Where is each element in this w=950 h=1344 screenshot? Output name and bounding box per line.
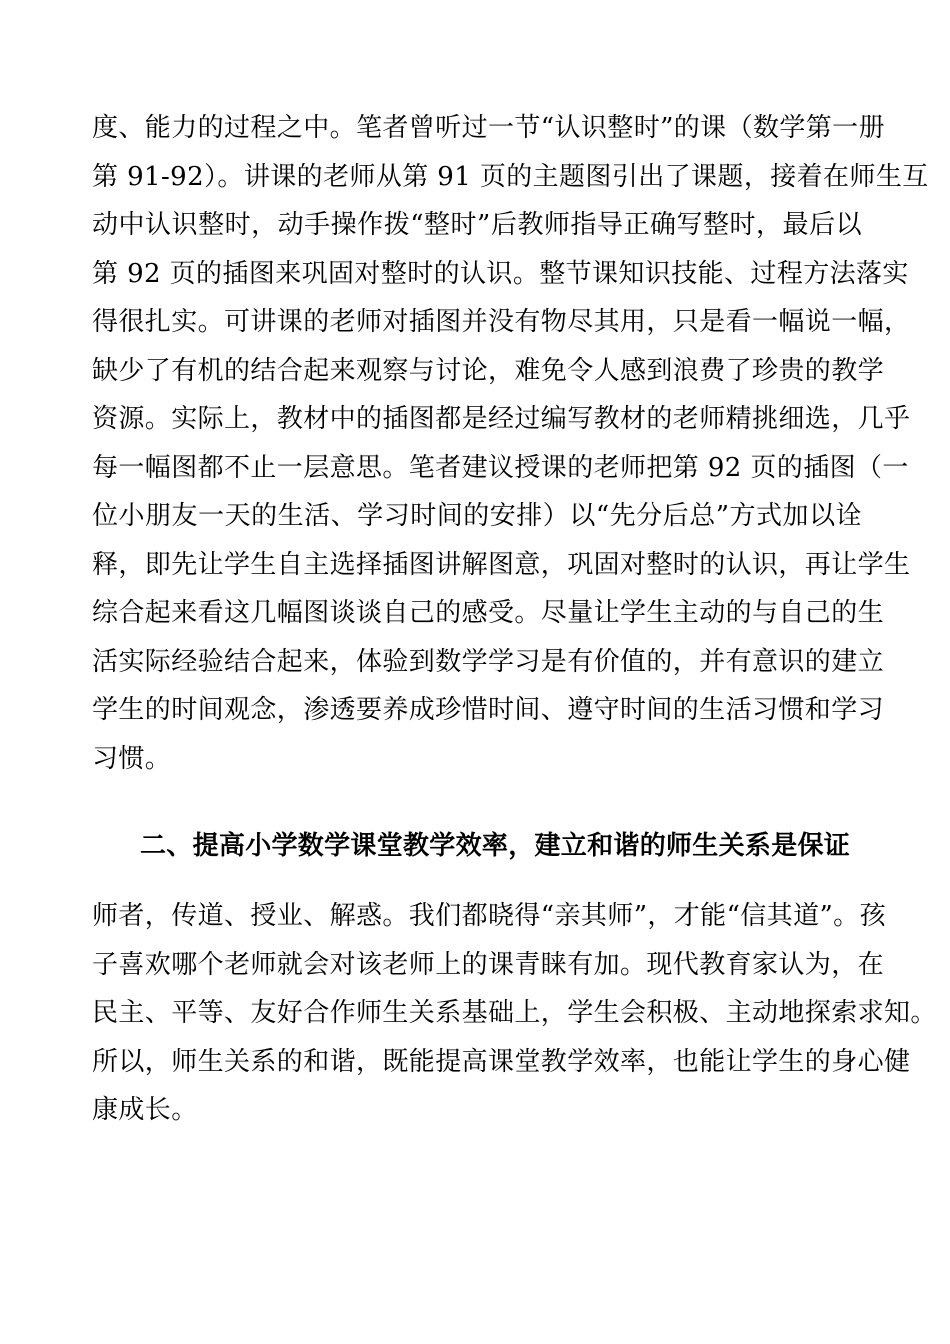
paragraph-line: 动中认识整时，动手操作拨“整时”后教师指导正确写整时，最后以 [92,210,862,240]
section-heading: 二、提高小学数学课堂教学效率，建立和谐的师生关系是保证 [140,831,851,861]
paragraph-line: 位小朋友一天的生活、学习时间的安排）以“先分后总”方式加以诠 [92,501,862,531]
paragraph-line: 师者，传道、授业、解惑。我们都晓得“亲其师”，才能“信其道”。孩 [92,901,886,931]
paragraph-line: 每一幅图都不止一层意思。笔者建议授课的老师把第 92 页的插图（一 [92,452,909,483]
paragraph-line: 活实际经验结合起来，体验到数学学习是有价值的，并有意识的建立 [92,646,885,677]
paragraph-line: 释，即先让学生自主选择插图讲解图意，巩固对整时的认识，再让学生 [92,549,911,580]
body-paragraph-1 [92,104,929,783]
paragraph-line: 资源。实际上，教材中的插图都是经过编写教材的老师精挑细选，几乎 [92,404,911,434]
paragraph-line: 康成长。 [92,1095,198,1125]
paragraph-line: 第 92 页的插图来巩固对整时的认识。整节课知识技能、过程方法落实 [92,258,909,289]
paragraph-line: 所以，师生关系的和谐，既能提高课堂教学效率，也能让学生的身心健 [92,1046,911,1077]
paragraph-line: 度、能力的过程之中。笔者曾听过一节“认识整时”的课（数学第一册 [92,113,885,143]
paragraph-line: 学生的时间观念，渗透要养成珍惜时间、遵守时间的生活习惯和学习 [92,695,885,725]
paragraph-line: 习惯。 [92,743,172,774]
body-paragraph-2 [92,892,937,1135]
paragraph-line: 得很扎实。可讲课的老师对插图并没有物尽其用，只是看一幅说一幅， [92,307,911,337]
paragraph-line: 子喜欢哪个老师就会对该老师上的课青睐有加。现代教育家认为，在 [92,949,885,980]
paragraph-line: 综合起来看这几幅图谈谈自己的感受。尽量让学生主动的与自己的生 [92,598,885,628]
paragraph-line: 第 91-92）。讲课的老师从第 91 页的主题图引出了课题，接着在师生互 [92,161,929,192]
paragraph-line: 缺少了有机的结合起来观察与讨论，难免令人感到浪费了珍贵的教学 [92,355,885,386]
paragraph-line: 民主、平等、友好合作师生关系基础上，学生会积极、主动地探索求知。 [92,998,937,1028]
